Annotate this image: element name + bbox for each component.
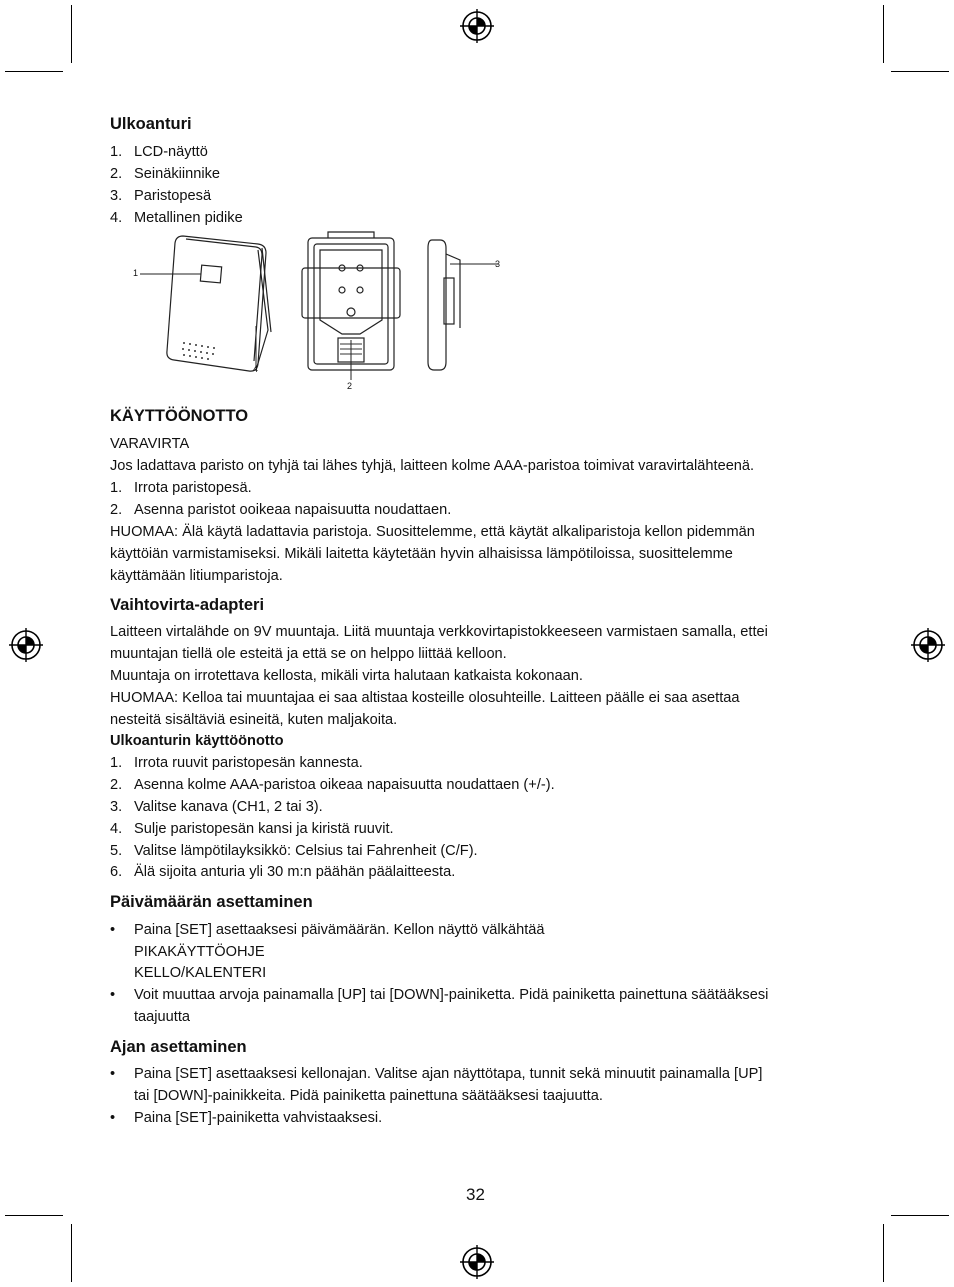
registration-mark-icon <box>9 628 43 662</box>
page-number: 32 <box>466 1185 485 1204</box>
figure-callout: 3 <box>495 259 501 269</box>
crop-mark <box>891 71 949 72</box>
section-heading-setup: KÄYTTÖÖNOTTO <box>110 407 249 425</box>
crop-mark <box>883 1224 884 1282</box>
section-heading-time: Ajan asettaminen <box>110 1038 247 1056</box>
section-heading-date: Päivämäärän asettaminen <box>110 893 313 911</box>
note-text: käyttämään litiumparistoja. <box>110 568 283 584</box>
outdoor-sensor-figure <box>128 230 508 396</box>
registration-mark-icon <box>460 1245 494 1279</box>
registration-mark-icon <box>460 9 494 43</box>
figure-callout: 2 <box>347 381 353 391</box>
subheading-outdoor-setup: Ulkoanturin käyttöönotto <box>110 733 284 749</box>
section-heading-outdoor: Ulkoanturi <box>110 115 192 133</box>
figure-callout: 4 <box>253 364 259 374</box>
body-text: Muuntaja on irrotettava kellosta, mikäli virta halutaan katkaista kokonaan. <box>110 668 583 684</box>
crop-mark <box>71 1224 72 1282</box>
body-text: nesteitä sisältäviä esineitä, kuten maljakoita. <box>110 712 398 728</box>
crop-mark <box>5 1215 63 1216</box>
crop-mark <box>5 71 63 72</box>
section-heading-adapter: Vaihtovirta-adapteri <box>110 596 265 614</box>
body-text: Jos ladattava paristo on tyhjä tai lähes tyhjä, laitteen kolme AAA-paristoa toimivat varavirtalähteenä. <box>110 458 755 474</box>
note-text: HUOMAA: Älä käytä ladattavia paristoja. Suosittelemme, että käytät alkaliparistoja kellon pidemmän <box>110 524 755 540</box>
note-text: käyttöiän varmistamiseksi. Mikäli laitetta käytetään hyvin alhaisissa lämpötiloissa, suosittelemme <box>110 546 733 562</box>
registration-mark-icon <box>911 628 945 662</box>
body-text: Laitteen virtalähde on 9V muuntaja. Liitä muuntaja verkkovirtapistokkeeseen varmistaen samalla, ettei <box>110 624 768 640</box>
crop-mark <box>71 5 72 63</box>
crop-mark <box>883 5 884 63</box>
backup-label: VARAVIRTA <box>110 436 190 452</box>
figure-callout: 1 <box>133 268 139 278</box>
body-text: muuntajan tiellä ole esteitä ja että se on helppo liittää kelloon. <box>110 646 507 662</box>
body-text: HUOMAA: Kelloa tai muuntajaa ei saa altistaa kosteille olosuhteille. Laitteen päälle ei saa asettaa <box>110 690 740 706</box>
crop-mark <box>891 1215 949 1216</box>
